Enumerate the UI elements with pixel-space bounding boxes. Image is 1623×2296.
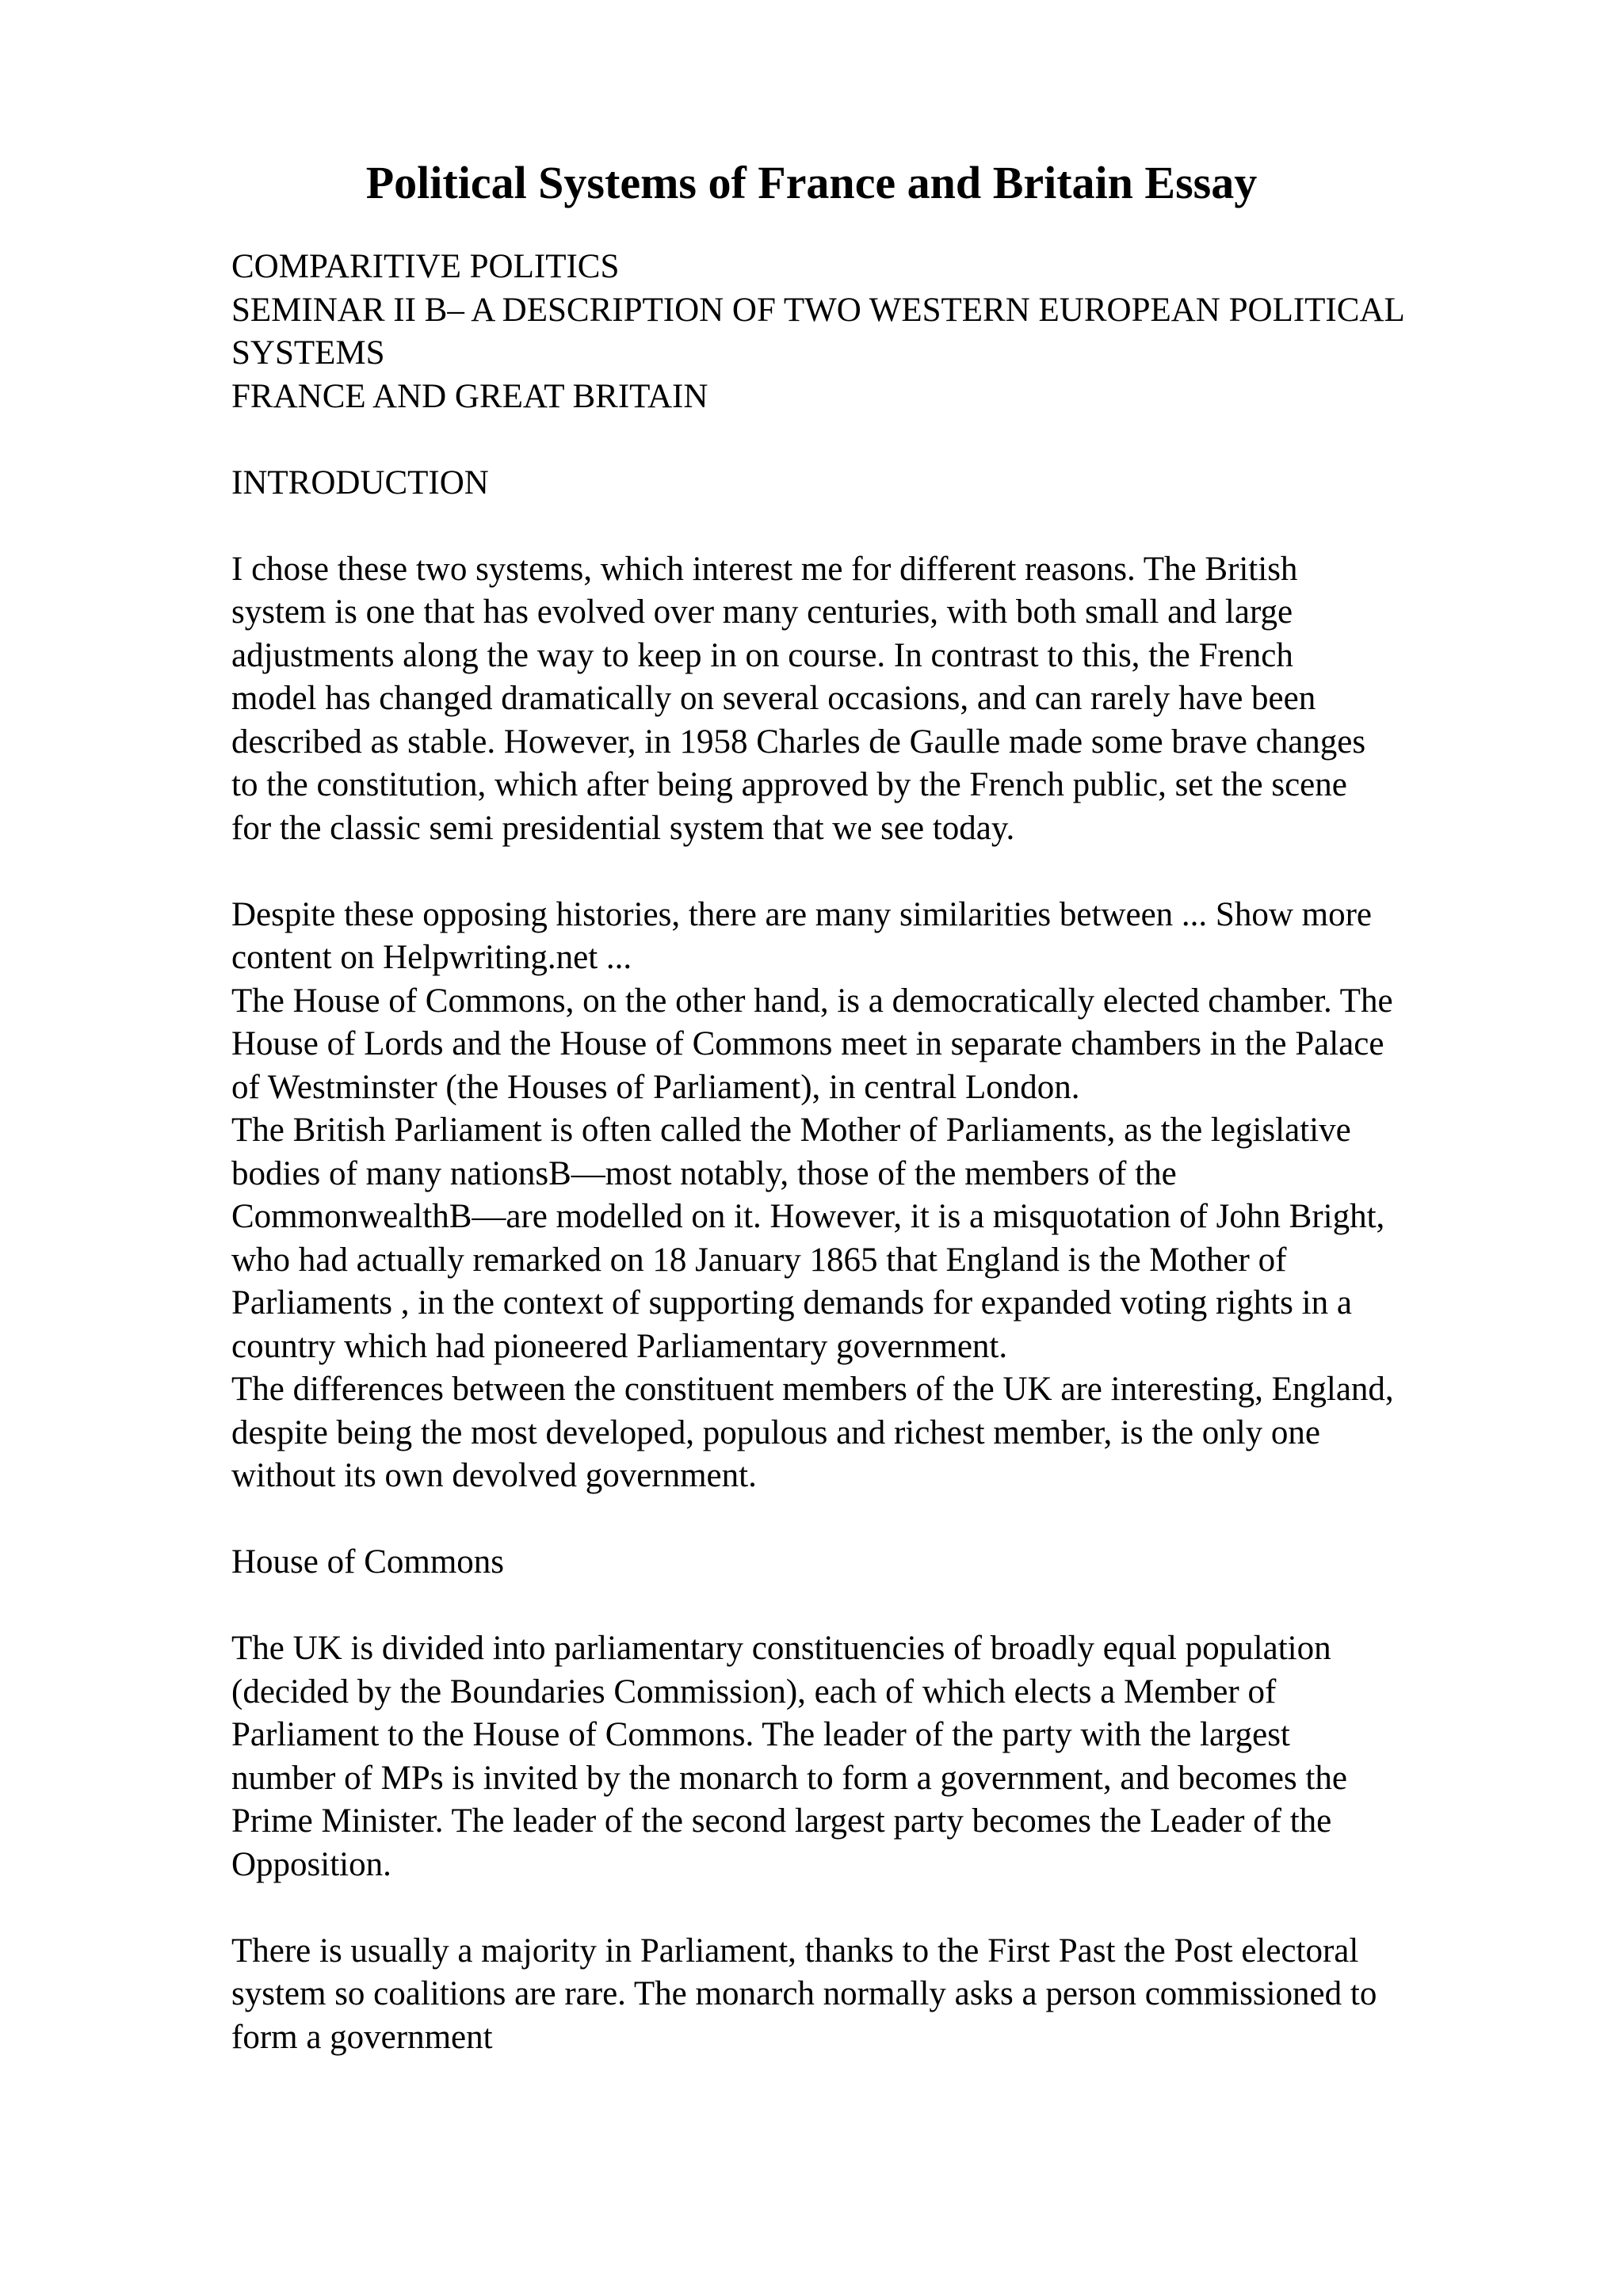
- spacer: [231, 1498, 1579, 1542]
- heading-line: SEMINAR II B– A DESCRIPTION OF TWO WESTERN EUROPEAN POLITICAL: [231, 291, 1405, 329]
- paragraph-line: There is usually a majority in Parliament, thanks to the First Past the Post electoral: [231, 1932, 1359, 1970]
- paragraph-line: for the classic semi presidential system that we see today.: [231, 809, 1015, 847]
- paragraph-line: Despite these opposing histories, there are many similarities between ... Show more: [231, 895, 1372, 933]
- paragraph-line: to the constitution, which after being approved by the French public, set the scene: [231, 766, 1347, 803]
- paragraph-line: system is one that has evolved over many centuries, with both small and large: [231, 593, 1293, 631]
- section-heading-house-of-commons: House of Commons: [231, 1543, 504, 1581]
- paragraph-line: Parliaments , in the context of supporting demands for expanded voting rights in a: [231, 1284, 1352, 1322]
- paragraph-line: I chose these two systems, which interest me for different reasons. The British: [231, 550, 1298, 588]
- heading-line: COMPARITIVE POLITICS: [231, 248, 620, 285]
- paragraph-line: bodies of many nationsB—most notably, those of the members of the: [231, 1154, 1177, 1192]
- paragraph-4: [231, 1930, 1579, 2060]
- paragraph-line: Opposition.: [231, 1845, 391, 1883]
- paragraph-line: who had actually remarked on 18 January 1865 that England is the Mother of: [231, 1241, 1287, 1279]
- paragraph-1: [231, 548, 1579, 851]
- spacer: [231, 1886, 1579, 1930]
- paragraph-line: described as stable. However, in 1958 Charles de Gaulle made some brave changes: [231, 723, 1366, 761]
- paragraph-line: content on Helpwriting.net ...: [231, 939, 632, 976]
- paragraph-line: model has changed dramatically on several occasions, and can rarely have been: [231, 680, 1316, 717]
- paragraph-line: (decided by the Boundaries Commission), each of which elects a Member of: [231, 1672, 1277, 1711]
- paragraph-line: country which had pioneered Parliamentary government.: [231, 1327, 1008, 1365]
- paragraph-line: system so coalitions are rare. The monarch normally asks a person commissioned to: [231, 1975, 1377, 2012]
- paragraph-line: form a government: [231, 2018, 493, 2056]
- paragraph-line: Prime Minister. The leader of the second largest party becomes the Leader of the: [231, 1802, 1332, 1840]
- spacer: [231, 1585, 1579, 1628]
- document-body: [231, 246, 1579, 2059]
- document-title: Political Systems of France and Britain Essay: [365, 157, 1258, 208]
- section-heading-introduction: INTRODUCTION: [231, 463, 489, 502]
- paragraph-line: Parliament to the House of Commons. The leader of the party with the largest: [231, 1716, 1290, 1753]
- paragraph-line: The UK is divided into parliamentary constituencies of broadly equal population: [231, 1630, 1331, 1667]
- spacer: [231, 850, 1579, 894]
- heading-line: FRANCE AND GREAT BRITAIN: [231, 377, 708, 415]
- spacer: [231, 418, 1579, 462]
- heading-block: [231, 246, 1579, 418]
- spacer: [231, 505, 1579, 548]
- paragraph-line: without its own devolved government.: [231, 1457, 757, 1494]
- paragraph-line: despite being the most developed, populous and richest member, is the only one: [231, 1413, 1320, 1451]
- heading-line: SYSTEMS: [231, 334, 385, 372]
- paragraph-line: CommonwealthB—are modelled on it. However, it is a misquotation of John Bright,: [231, 1198, 1385, 1235]
- paragraph-line: The differences between the constituent members of the UK are interesting, England,: [231, 1371, 1394, 1408]
- paragraph-line: adjustments along the way to keep in on course. In contrast to this, the French: [231, 636, 1293, 674]
- paragraph-line: The House of Commons, on the other hand, is a democratically elected chamber. The: [231, 982, 1393, 1020]
- paragraph-line: House of Lords and the House of Commons meet in separate chambers in the Palace: [231, 1025, 1384, 1062]
- paragraph-2: [231, 894, 1579, 1498]
- paragraph-line: of Westminster (the Houses of Parliament), in central London.: [231, 1068, 1080, 1106]
- paragraph-3: [231, 1627, 1579, 1886]
- paragraph-line: The British Parliament is often called the Mother of Parliaments, as the legislative: [231, 1112, 1351, 1149]
- paragraph-line: number of MPs is invited by the monarch to form a government, and becomes the: [231, 1759, 1347, 1797]
